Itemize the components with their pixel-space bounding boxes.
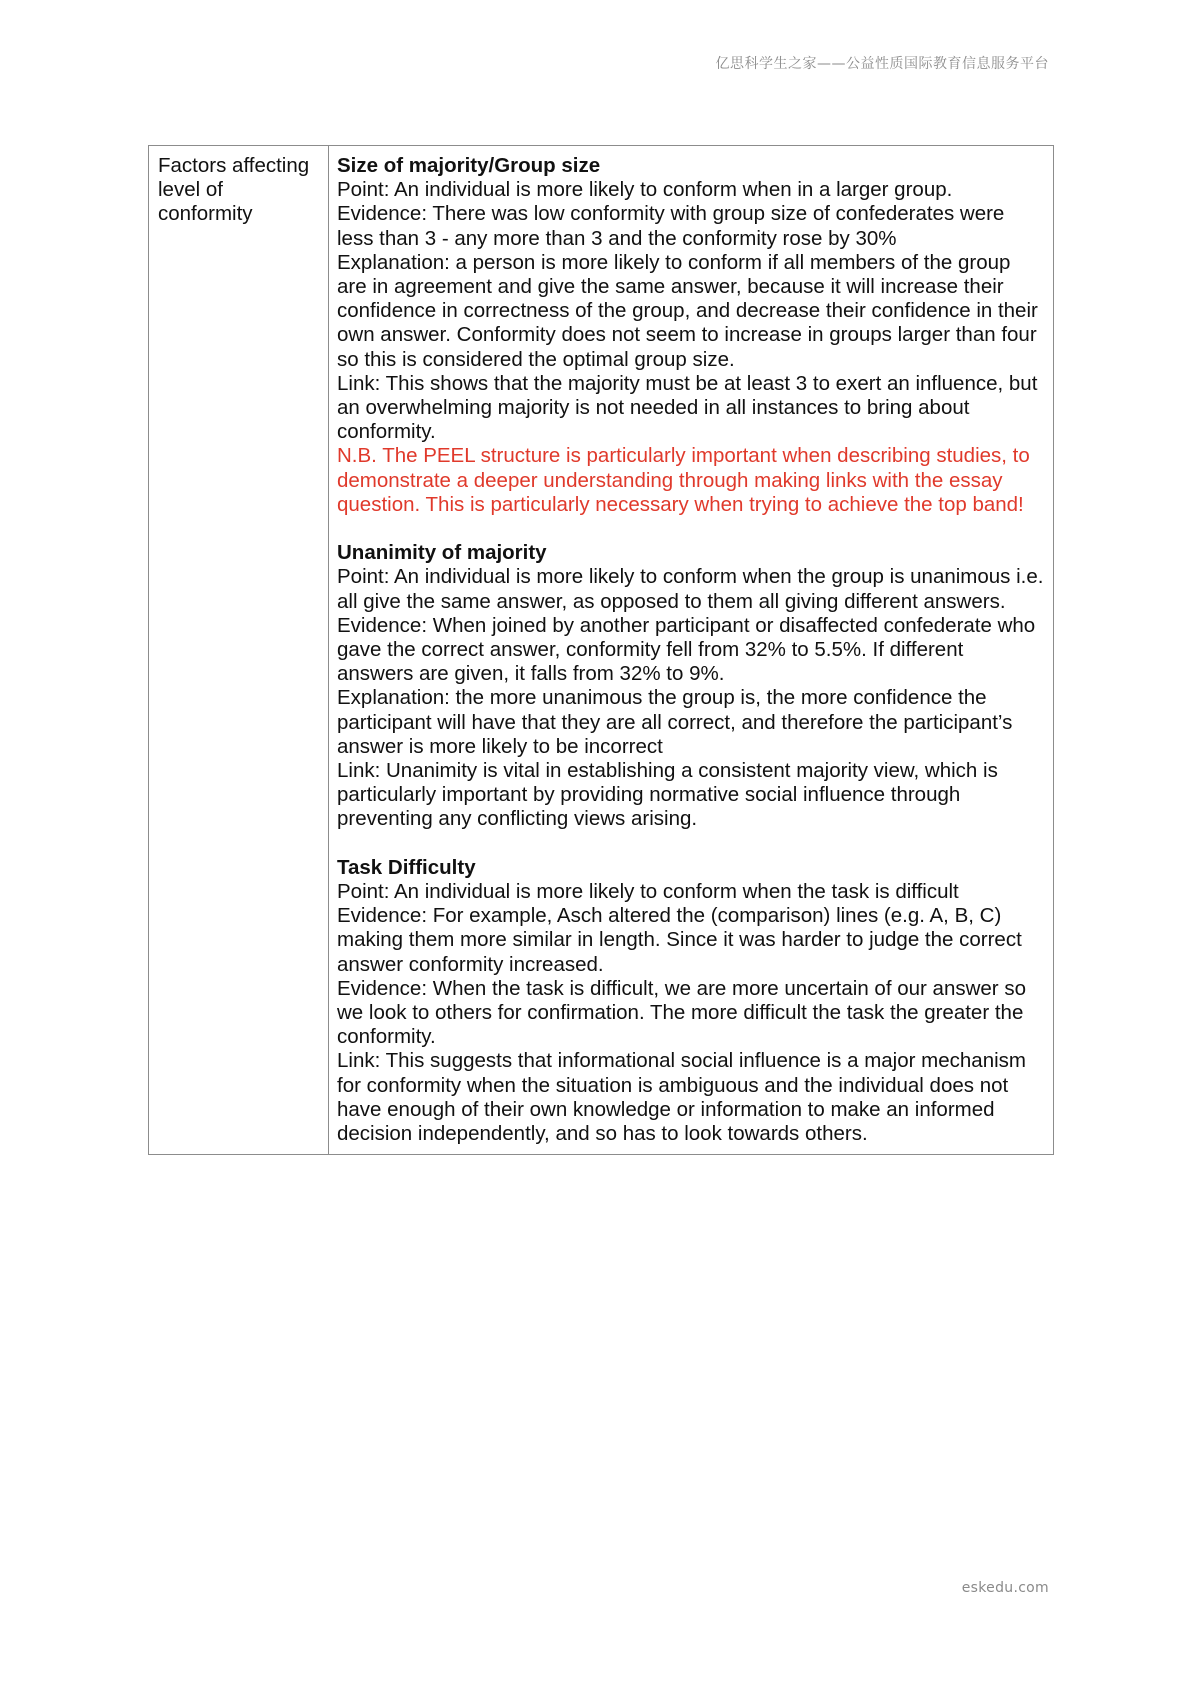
- table-row: [149, 146, 1054, 1155]
- point-text: Point: An individual is more likely to conform when in a larger group.: [337, 178, 953, 202]
- evidence-text: Evidence: For example, Asch altered the (comparison) lines (e.g. A, B, C) making them more similar in length. Since it was harder to judge the correct answer conformity increased.: [337, 904, 1022, 976]
- section-task-difficulty: [337, 856, 1045, 1146]
- page-header: 亿思科学生之家——公益性质国际教育信息服务平台: [715, 56, 1049, 72]
- point-text: Point: An individual is more likely to conform when the task is difficult: [337, 880, 959, 904]
- row-label: Factors affecting level of conformity: [158, 154, 310, 226]
- section-unanimity: [337, 541, 1045, 831]
- row-label-cell: [149, 146, 329, 1155]
- explanation-text: Explanation: a person is more likely to conform if all members of the group are in agreement and give the same answer, because it will increase their confidence in correctness of the group, and decrease their confidence in their own answer. Conformity does not seem to increase in groups larger than four so this is considered the optimal group size.: [337, 250, 1038, 371]
- content-table: [148, 145, 1054, 1155]
- peel-note: N.B. The PEEL structure is particularly important when describing studies, to demonstrate a deeper understanding through making links with the essay question. This is particularly necessary when trying to achieve the top band!: [337, 444, 1030, 516]
- point-text: Point: An individual is more likely to conform when the group is unanimous i.e. all give the same answer, as opposed to them all giving different answers.: [337, 565, 1044, 613]
- section-title: Unanimity of majority: [337, 541, 547, 565]
- link-text: Link: This shows that the majority must be at least 3 to exert an influence, but an overwhelming majority is not needed in all instances to bring about conformity.: [337, 371, 1038, 444]
- explanation-text: Explanation: the more unanimous the group is, the more confidence the participant will have that they are all correct, and therefore the participant’s answer is more likely to be incorrect: [337, 686, 1013, 758]
- evidence-text: Evidence: When joined by another participant or disaffected confederate who gave the correct answer, conformity fell from 32% to 5.5%. If different answers are given, it falls from 32% to 9%.: [337, 613, 1036, 686]
- section-group-size: [337, 154, 1045, 517]
- section-title: Size of majority/Group size: [337, 154, 601, 177]
- evidence-text: Evidence: There was low conformity with group size of confederates were less than 3 - any more than 3 and the conformity rose by 30%: [337, 202, 1005, 250]
- page-footer: eskedu.com: [961, 1580, 1049, 1596]
- link-text: Link: Unanimity is vital in establishing a consistent majority view, which is particularly important by providing normative social influence through preventing any conflicting views arising.: [337, 759, 998, 831]
- section-title: Task Difficulty: [337, 855, 476, 879]
- row-content-cell: [329, 146, 1054, 1155]
- link-text: Link: This suggests that informational social influence is a major mechanism for conformity when the situation is ambiguous and the individual does not have enough of their own knowledge or information to make an informed decision independently, and so has to look towards others.: [337, 1049, 1026, 1146]
- evidence-text-2: Evidence: When the task is difficult, we are more uncertain of our answer so we look to others for confirmation. The more difficult the task the greater the conformity.: [337, 976, 1026, 1049]
